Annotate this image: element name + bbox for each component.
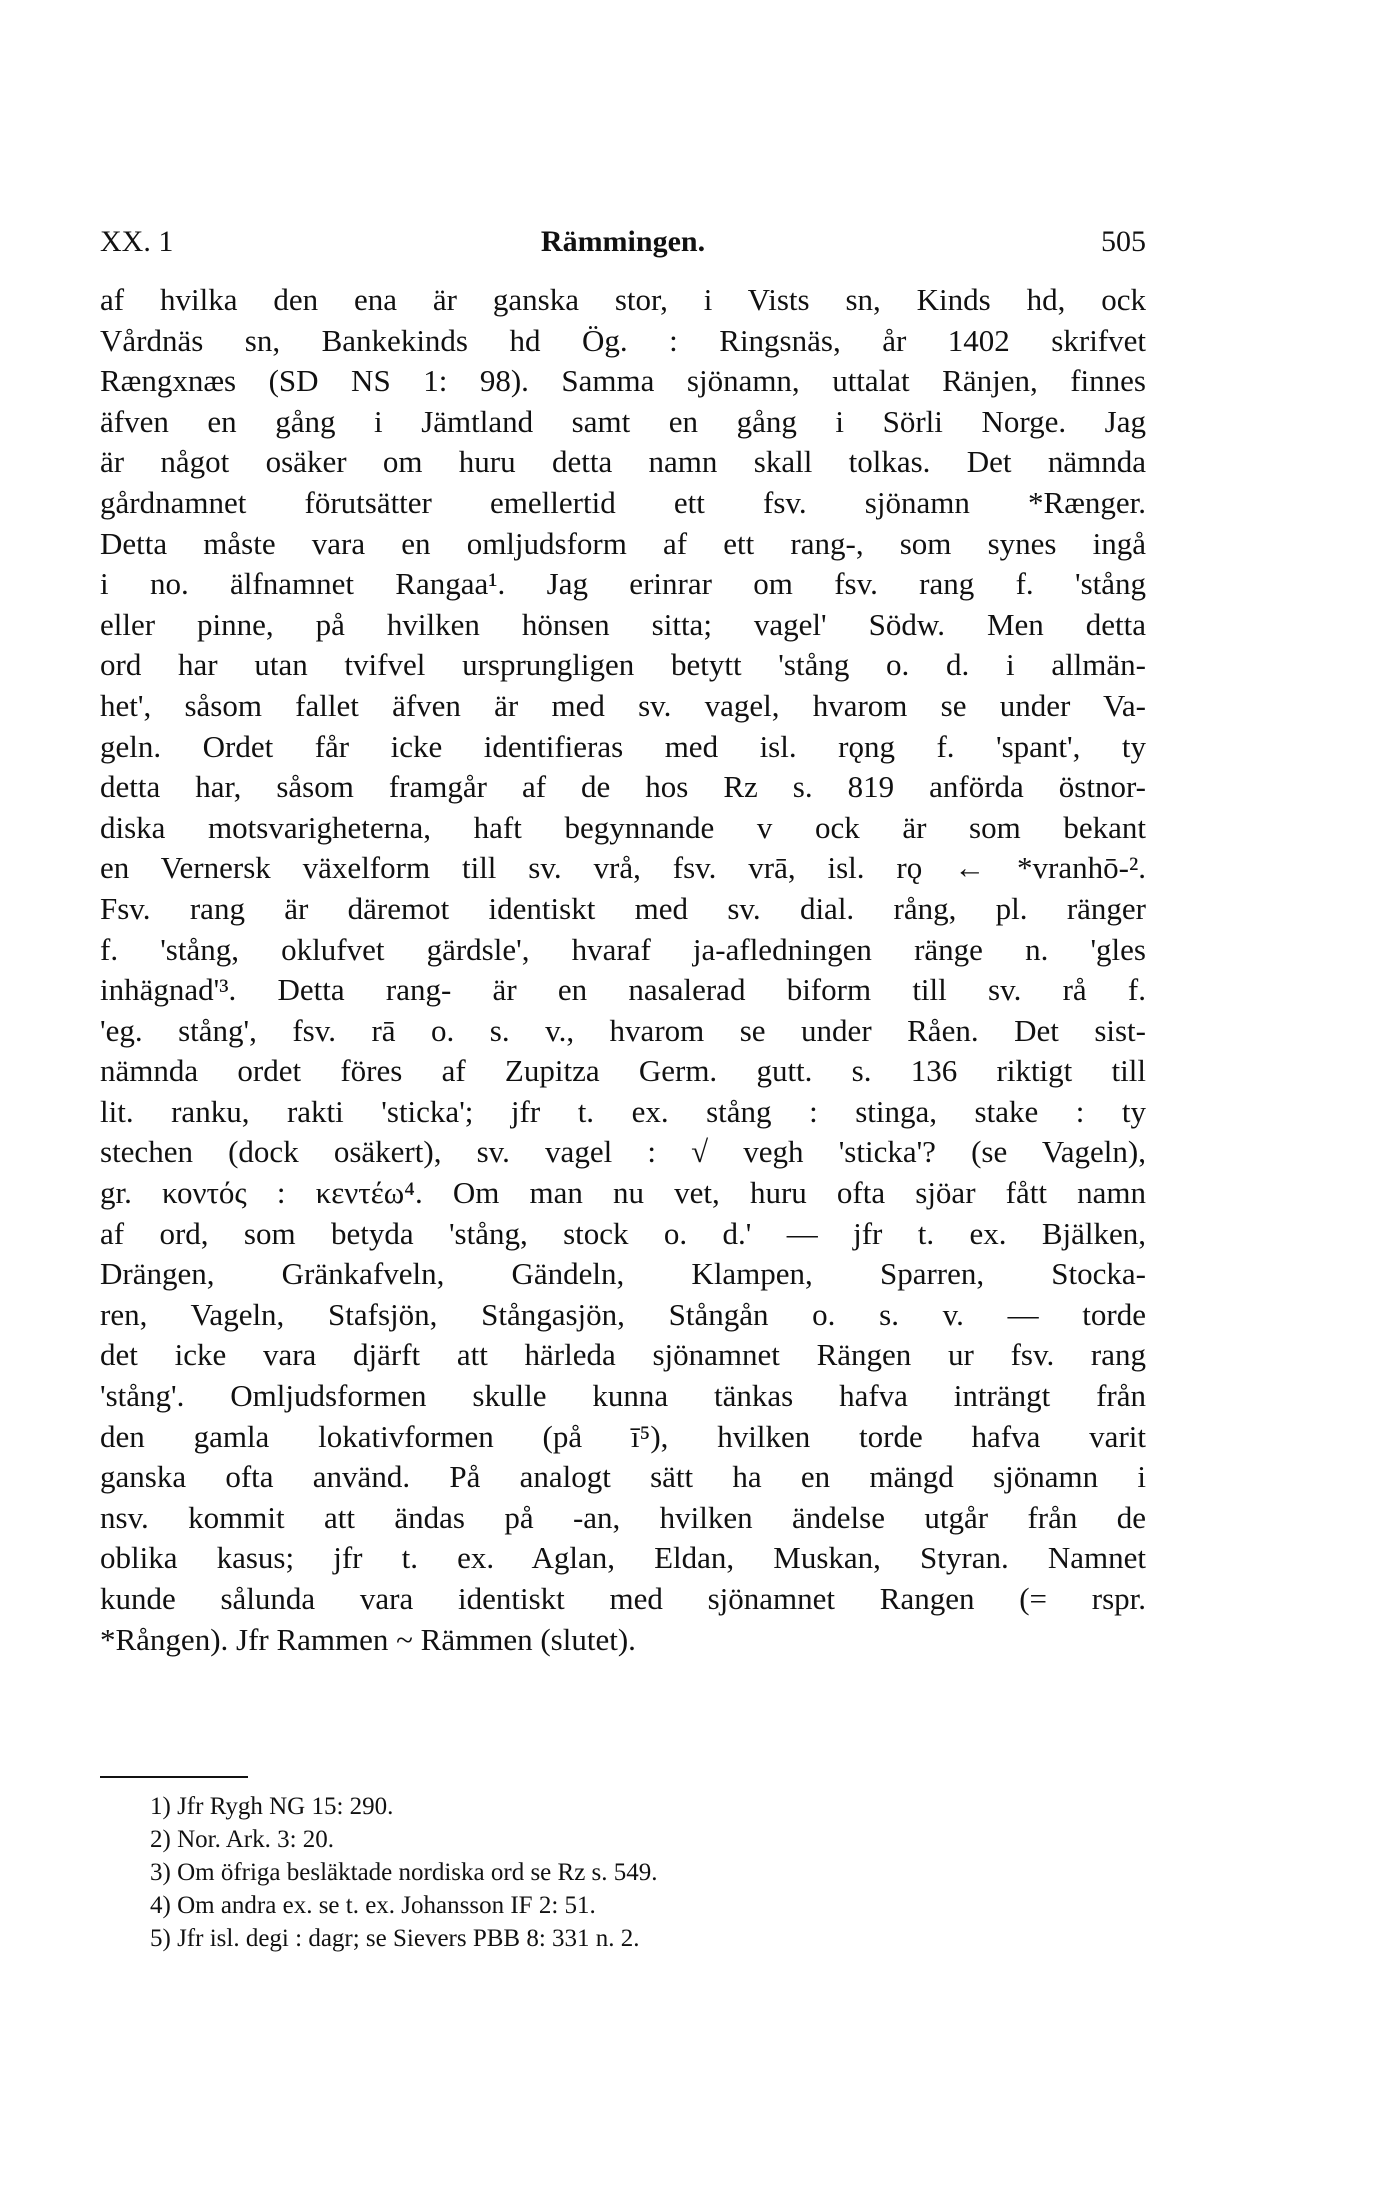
footnote [150,1790,1050,1823]
footnote [150,1922,1050,1955]
text-line: Detta måste vara en omljudsform af ett rang-, som synes ingå [100,525,1146,561]
text-line: eller pinne, på hvilken hönsen sitta; vagel' Södw. Men detta [100,606,1146,642]
footnote-text: Om öfriga besläktade nordiska ord se Rz s. 549. [177,1859,658,1886]
text-line: Drängen, Gränkafveln, Gändeln, Klampen, Sparren, Stocka- [100,1256,1146,1292]
text-line: det icke vara djärft att härleda sjönamnet Rängen ur fsv. rang [100,1337,1146,1373]
text-line: f. 'stång, oklufvet gärdsle', hvaraf ja-afledningen ränge n. 'gles [100,931,1146,967]
text-line: *Rången). Jfr Rammen ~ Rämmen (slutet). [100,1621,636,1657]
text-line: geln. Ordet får icke identifieras med isl. rǫng f. 'spant', ty [100,728,1146,764]
text-line: het', såsom fallet äfven är med sv. vagel, hvarom se under Va- [100,687,1146,723]
text-line: 'stång'. Omljudsformen skulle kunna tänkas hafva inträngt från [100,1378,1146,1414]
text-line: ganska ofta använd. På analogt sätt ha en mängd sjönamn i [100,1459,1146,1495]
text-line: diska motsvarigheterna, haft begynnande v ock är som bekant [100,809,1146,845]
text-line: stechen (dock osäkert), sv. vagel : √ vegh 'sticka'? (se Vageln), [100,1134,1146,1170]
text-line: nämnda ordet föres af Zupitza Germ. gutt. s. 136 riktigt till [100,1053,1146,1089]
text-line: af hvilka den ena är ganska stor, i Vists sn, Kinds hd, ock [100,282,1146,317]
footnote [150,1889,1050,1922]
text-line: ord har utan tvifvel ursprungligen betytt 'stång o. d. i allmän- [100,647,1146,683]
footnote-mark: 2) [150,1826,171,1853]
footnote-text: Jfr Rygh NG 15: 290. [177,1793,394,1820]
footnote-text: Om andra ex. se t. ex. Johansson IF 2: 51. [177,1892,596,1919]
text-line: detta har, såsom framgår af de hos Rz s. 819 anförda östnor- [100,769,1146,805]
text-line: Vårdnäs sn, Bankekinds hd Ög. : Ringsnäs, år 1402 skrifvet [100,322,1146,358]
footnote-mark: 5) [150,1925,171,1952]
text-line: kunde sålunda vara identiskt med sjönamnet Rangen (= rspr. [100,1581,1146,1616]
text-line: Fsv. rang är däremot identiskt med sv. dial. rång, pl. ränger [100,890,1146,926]
text-line: gr. κοντός : κεντέω⁴. Om man nu vet, huru ofta sjöar fått namn [100,1175,1146,1211]
text-line: gårdnamnet förutsätter emellertid ett fsv. sjönamn *Rænger. [100,484,1146,520]
footnote-rule [100,1776,248,1778]
text-line: inhägnad'³. Detta rang- är en nasalerad biform till sv. rå f. [100,972,1146,1008]
text-line: af ord, som betyda 'stång, stock o. d.' — jfr t. ex. Bjälken, [100,1215,1146,1251]
text-line: 'eg. stång', fsv. rā o. s. v., hvarom se under Råen. Det sist- [100,1012,1146,1048]
text-line: Rængxnæs (SD NS 1: 98). Samma sjönamn, uttalat Ränjen, finnes [100,363,1146,399]
footnotes [150,1790,1050,1955]
text-line: den gamla lokativformen (på ī⁵), hvilken torde hafva varit [100,1418,1146,1454]
footnote-mark: 1) [150,1793,171,1820]
running-header [100,222,1146,262]
text-line: ren, Vageln, Stafsjön, Stångasjön, Stångån o. s. v. — torde [100,1296,1146,1332]
footnote-text: Jfr isl. degi : dagr; se Sievers PBB 8: 331 n. 2. [177,1925,640,1952]
text-line: en Vernersk växelform till sv. vrå, fsv. vrā, isl. rǫ ← *vranhō-². [100,850,1146,886]
text-line: är något osäker om huru detta namn skall tolkas. Det nämnda [100,444,1146,480]
text-line: lit. ranku, rakti 'sticka'; jfr t. ex. stång : stinga, stake : ty [100,1093,1146,1129]
chapter-number: XX. 1 [100,225,174,258]
text-line: oblika kasus; jfr t. ex. Aglan, Eldan, Muskan, Styran. Namnet [100,1540,1146,1576]
footnote-mark: 4) [150,1892,171,1919]
footnote [150,1856,1050,1889]
footnote-mark: 3) [150,1859,171,1886]
footnote-text: Nor. Ark. 3: 20. [177,1826,335,1853]
footnote [150,1823,1050,1856]
page-number: 505 [1101,225,1146,258]
body-text [100,280,1146,1660]
running-title: Rämmingen. [540,225,706,258]
text-line: i no. älfnamnet Rangaa¹. Jag erinrar om fsv. rang f. 'stång [100,566,1146,602]
text-line: nsv. kommit att ändas på -an, hvilken ändelse utgår från de [100,1499,1146,1535]
text-line: äfven en gång i Jämtland samt en gång i Sörli Norge. Jag [100,403,1146,439]
